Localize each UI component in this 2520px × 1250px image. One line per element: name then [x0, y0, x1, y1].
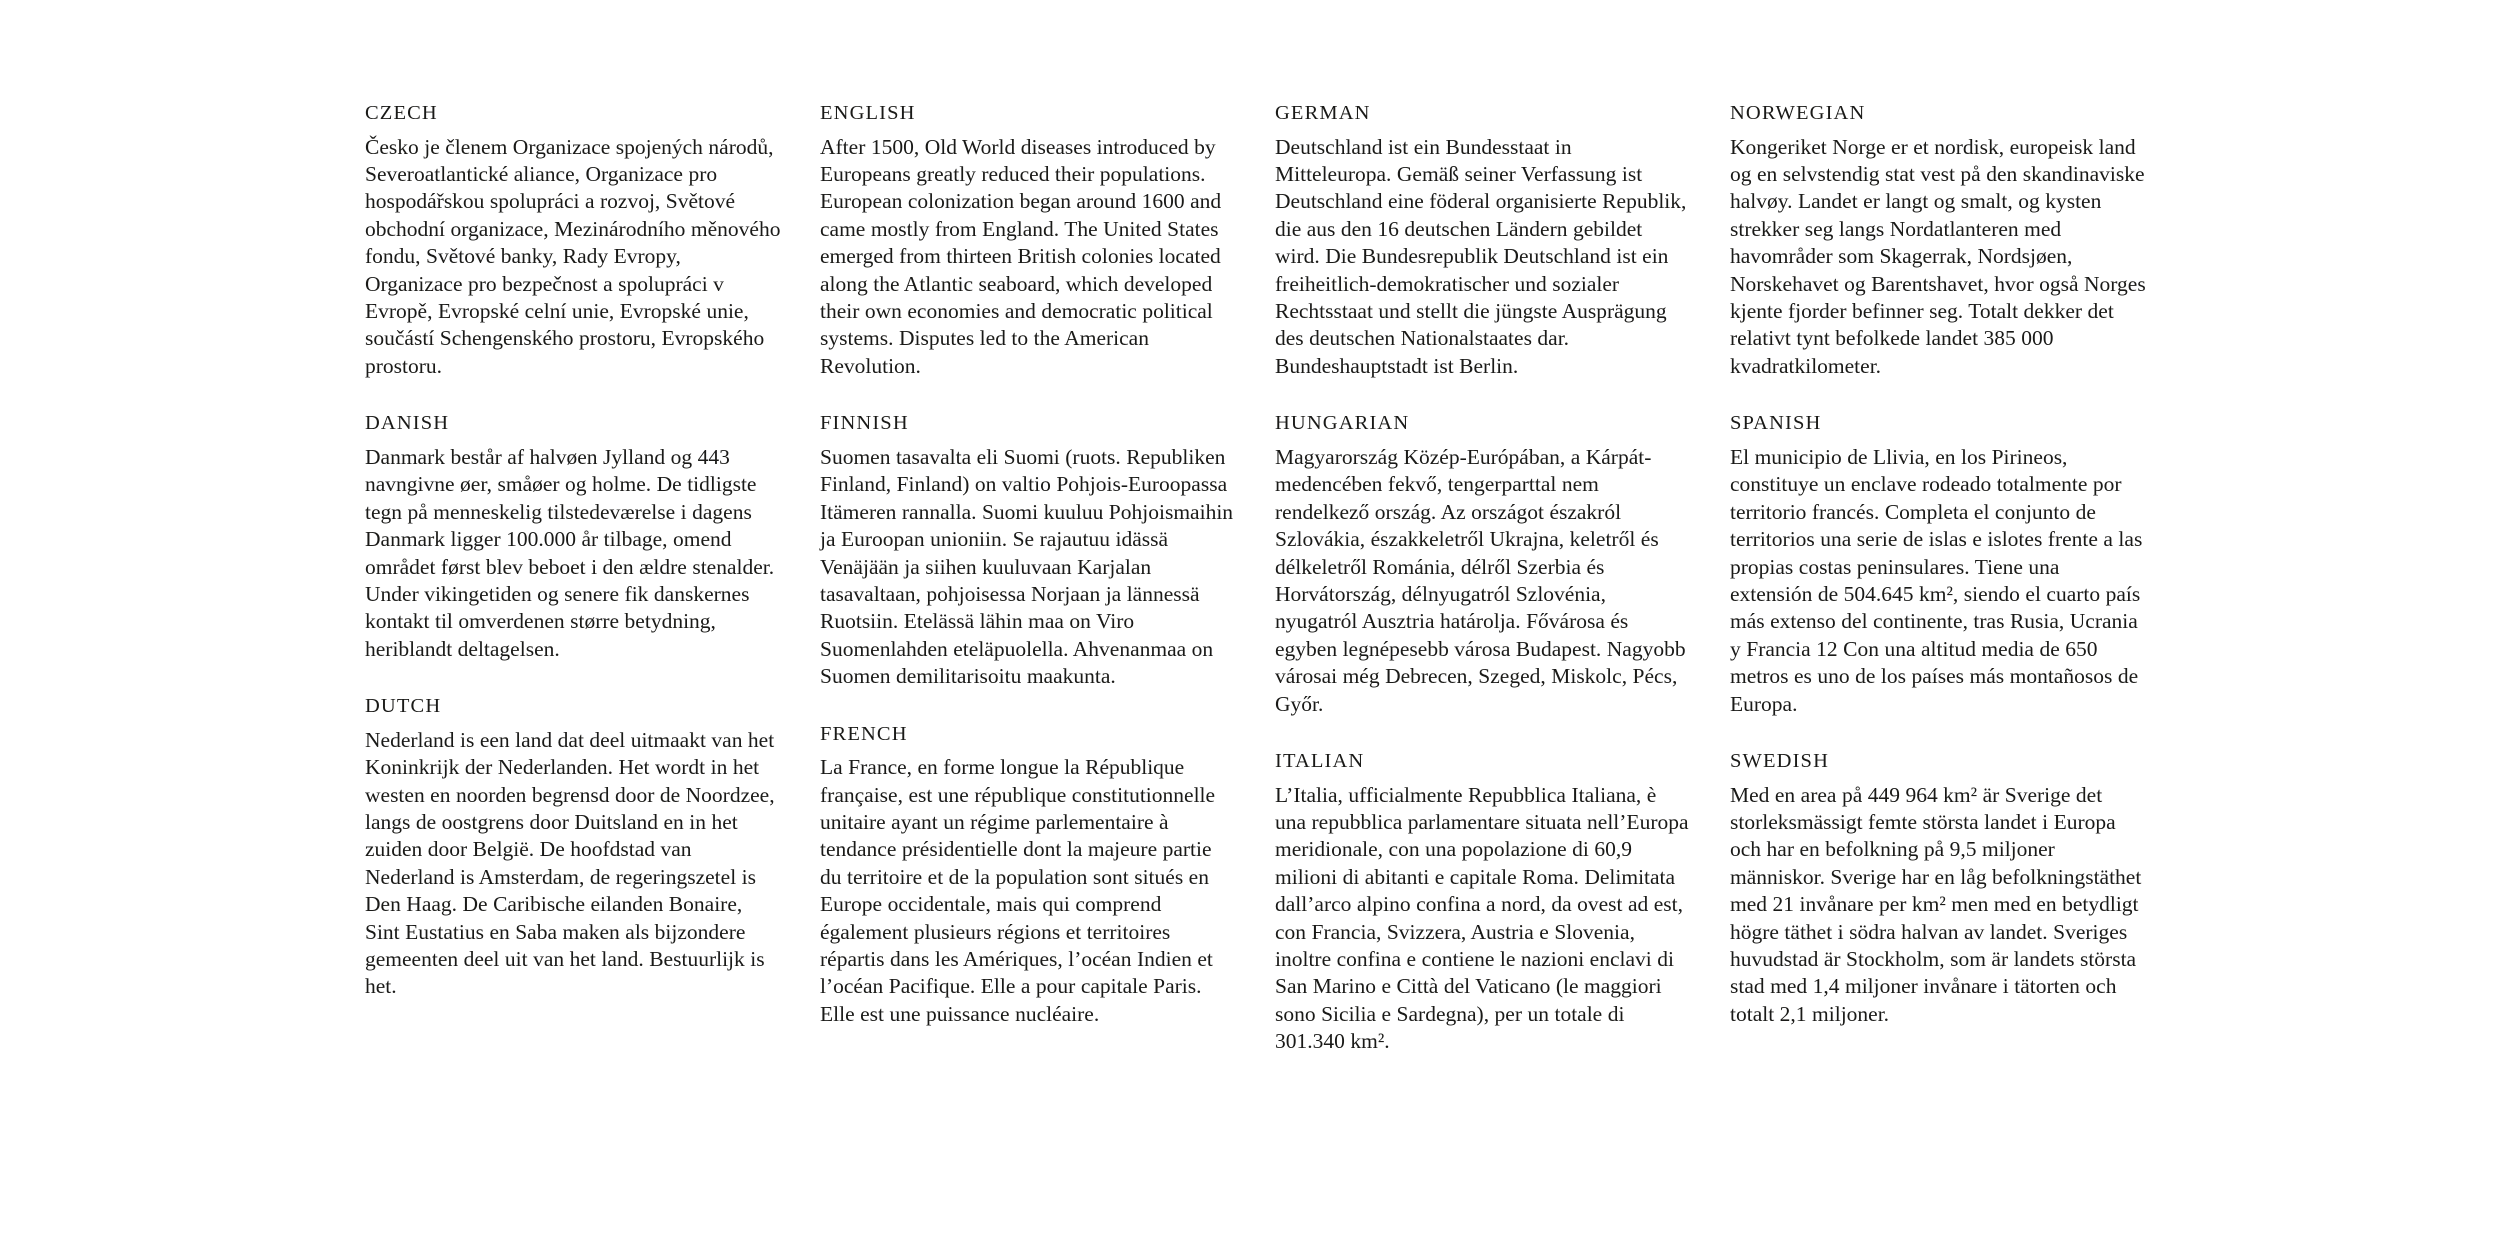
language-sample-french: La France, en forme longue la République française, est une république constitutionnelle unitaire ayant un régime parlementaire à tendance présidentielle dont la majeure partie du territoire et de la population sont situés en Europe occidentale, mais qui comprend également plusieurs régions et territoires répartis dans les Amériques, l’océan Indien et l’océan Pacifique. Elle a pour capitale Paris. Elle est une puissance nucléaire. — [820, 755, 1216, 1026]
specimen-column-4 — [1730, 100, 2185, 1028]
language-block-danish — [365, 410, 782, 663]
language-sample-finnish: Suomen tasavalta eli Suomi (ruots. Republiken Finland, Finland) on valtio Pohjois-Euroopassa Itämeren rannalla. Suomi kuuluu Pohjoismaihin ja Euroopan unioniin. Se rajautuu idässä Venäjään ja siihen kuuluvaan Karjalan tasavaltaan, pohjoisessa Norjaan ja lännessä Ruotsiin. Etelässä lähin maa on Viro Suomenlahden eteläpuolella. Ahvenanmaa on Suomen demilitarisoitu maakunta. — [820, 444, 1234, 689]
language-sample-german: Deutschland ist ein Bundesstaat in Mitteleuropa. Gemäß seiner Verfassung ist Deutschland eine föderal organisierte Republik, die aus den 16 deutschen Ländern gebildet wird. Die Bundesrepublik Deutschland ist ein freiheitlich-demokratischer und sozialer Rechtsstaat und stellt die jüngste Ausprägung des deutschen Nationalstaates dar. Bundeshauptstadt ist Berlin. — [1275, 134, 1687, 378]
language-label-finnish: FINNISH — [820, 412, 909, 435]
language-block-english — [820, 100, 1237, 380]
specimen-columns — [365, 100, 2245, 1056]
language-block-czech — [365, 100, 782, 380]
language-sample-czech: Česko je členem Organizace spojených národů, Severoatlantické aliance, Organizace pro hospodářskou spolupráci a rozvoj, Světové obchodní organizace, Mezinárodního měnového fondu, Světové banky, Rady Evropy, Organizace pro bezpečnost a spolupráci v Evropě, Evropské celní unie, Evropské unie, součástí Schengenského prostoru, Evropského prostoru. — [365, 134, 781, 378]
language-sample-hungarian: Magyarország Közép-Európában, a Kárpát-medencében fekvő, tengerparttal nem rendelkező ország. Az országot északról Szlovákia, északkeletről Ukrajna, keletről és délkeletről Románia, délről Szerbia és Horvátország, délnyugatról Szlovénia, nyugatról Ausztria határolja. Fővárosa és egyben legnépesebb városa Budapest. Nagyobb városai még Debrecen, Szeged, Miskolc, Pécs, Győr. — [1275, 444, 1686, 716]
language-block-german — [1275, 100, 1692, 380]
language-label-spanish: SPANISH — [1730, 412, 1822, 435]
language-label-french: FRENCH — [820, 722, 908, 745]
specimen-column-3 — [1275, 100, 1730, 1056]
language-block-norwegian — [1730, 100, 2147, 380]
language-label-czech: CZECH — [365, 102, 438, 124]
language-label-german: GERMAN — [1275, 102, 1371, 124]
language-label-danish: DANISH — [365, 412, 450, 435]
language-sample-norwegian: Kongeriket Norge er et nordisk, europeisk land og en selvstendig stat vest på den skandinaviske halvøy. Landet er langt og smalt, og kysten strekker seg langs Nordatlanteren med havområder som Skagerrak, Nordsjøen, Norskehavet og Barentshavet, hvor også Norges kjente fjorder befinner seg. Totalt dekker det relativt tynt befolkede landet 385 000 kvadratkilometer. — [1730, 134, 2146, 378]
language-block-finnish — [820, 410, 1237, 690]
language-label-dutch: DUTCH — [365, 695, 442, 718]
language-block-dutch — [365, 693, 782, 1001]
language-block-italian — [1275, 748, 1692, 1056]
language-sample-italian: L’Italia, ufficialmente Repubblica Italiana, è una repubblica parlamentare situata nell’Europa meridionale, con una popolazione di 60,9 milioni di abitanti e capitale Roma. Delimitata dall’arco alpino confina a nord, da ovest ad est, con Francia, Svizzera, Austria e Slovenia, inoltre confina e contiene le nazioni enclavi di San Marino e Città del Vaticano (le maggiori sono Sicilia e Sardegna), per un totale di 301.340 km². — [1275, 782, 1689, 1054]
language-sample-dutch: Nederland is een land dat deel uitmaakt van het Koninkrijk der Nederlanden. Het wordt in het westen en noorden begrensd door de Noordzee, langs de oostgrens door Duitsland en in het zuiden door België. De hoofdstad van Nederland is Amsterdam, de regeringszetel is Den Haag. De Caribische eilanden Bonaire, Sint Eustatius en Saba maken als bijzondere gemeenten deel uit van het land. Bestuurlijk is het. — [365, 727, 775, 999]
language-block-french — [820, 721, 1237, 1029]
specimen-column-1 — [365, 100, 820, 1001]
language-label-swedish: SWEDISH — [1730, 750, 1830, 772]
language-block-spanish — [1730, 410, 2147, 718]
language-block-swedish — [1730, 748, 2147, 1028]
language-block-hungarian — [1275, 410, 1692, 718]
language-label-italian: ITALIAN — [1275, 750, 1365, 772]
language-sample-danish: Danmark består af halvøen Jylland og 443 navngivne øer, småøer og holme. De tidligste tegn på menneskelig tilstedeværelse i dagens Danmark ligger 100.000 år tilbage, omend området først blev beboet i den ældre stenalder. Under vikingetiden og senere fik danskernes kontakt til omverdenen større betydning, heriblandt deltagelsen. — [365, 444, 775, 661]
language-label-hungarian: HUNGARIAN — [1275, 412, 1410, 435]
language-label-norwegian: NORWEGIAN — [1730, 102, 1866, 124]
specimen-column-2 — [820, 100, 1275, 1028]
language-sample-english: After 1500, Old World diseases introduced by Europeans greatly reduced their populations. European colonization began around 1600 and came mostly from England. The United States emerged from thirteen British colonies located along the Atlantic seaboard, which developed their own economies and democratic political systems. Disputes led to the American Revolution. — [820, 134, 1222, 378]
language-label-english: ENGLISH — [820, 102, 916, 124]
language-sample-swedish: Med en area på 449 964 km² är Sverige det storleksmässigt femte största landet i Europa och har en befolkning på 9,5 miljoner människor. Sverige har en låg befolkningstäthet med 21 invånare per km² men med en betydligt högre täthet i södra halvan av landet. Sveriges huvudstad är Stockholm, som är landets största stad med 1,4 miljoner invånare i tätorten och totalt 2,1 miljoner. — [1730, 782, 2142, 1026]
language-sample-spanish: El municipio de Llivia, en los Pirineos, constituye un enclave rodeado totalmente por territorio francés. Completa el conjunto de territorios una serie de islas e islotes frente a las propias costas peninsulares. Tiene una extensión de 504.645 km², siendo el cuarto país más extenso del continente, tras Rusia, Ucrania y Francia 12 Con una altitud media de 650 metros es uno de los países más montañosos de Europa. — [1730, 444, 2143, 716]
